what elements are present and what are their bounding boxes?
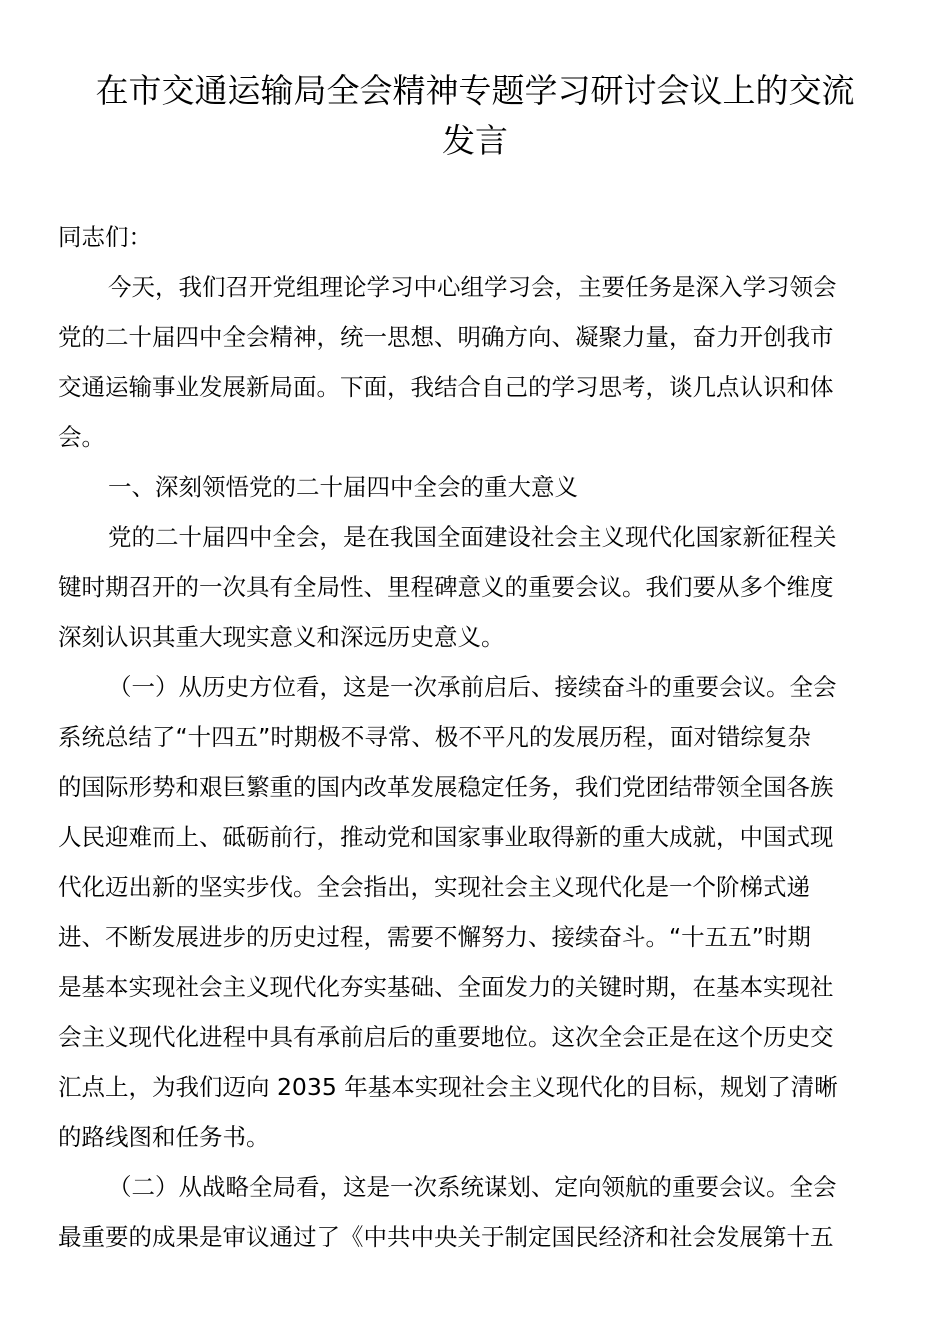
body-line: 是基本实现社会主义现代化夯实基础、全面发力的关键时期，在基本实现社	[58, 973, 834, 1001]
section-heading-1: 一、深刻领悟党的二十届四中全会的重大意义	[108, 473, 578, 501]
body-line: 党的二十届四中全会精神，统一思想、明确方向、凝聚力量，奋力开创我市	[58, 323, 834, 351]
body-line: 键时期召开的一次具有全局性、里程碑意义的重要会议。我们要从多个维度	[58, 573, 834, 601]
body-line: 进、不断发展进步的历史过程，需要不懈努力、接续奋斗。“十五五”时期	[58, 923, 811, 951]
body-line: 深刻认识其重大现实意义和深远历史意义。	[58, 623, 505, 651]
body-line: 系统总结了“十四五”时期极不寻常、极不平凡的发展历程，面对错综复杂	[58, 723, 811, 751]
body-line: 代化迈出新的坚实步伐。全会指出，实现社会主义现代化是一个阶梯式递	[58, 873, 810, 901]
body-line: （二）从战略全局看，这是一次系统谋划、定向领航的重要会议。全会	[108, 1173, 837, 1201]
body-line: 交通运输事业发展新局面。下面，我结合自己的学习思考，谈几点认识和体	[58, 373, 834, 401]
salutation: 同志们：	[58, 223, 152, 251]
title-line-2: 发言	[442, 121, 508, 160]
body-line: 人民迎难而上、砥砺前行，推动党和国家事业取得新的重大成就，中国式现	[58, 823, 834, 851]
body-line: 今天，我们召开党组理论学习中心组学习会，主要任务是深入学习领会	[108, 273, 837, 301]
title-line-1: 在市交通运输局全会精神专题学习研讨会议上的交流	[95, 71, 855, 110]
body-line: 会主义现代化进程中具有承前启后的重要地位。这次全会正是在这个历史交	[58, 1023, 834, 1051]
body-line: 的路线图和任务书。	[58, 1123, 270, 1151]
document-title	[60, 66, 890, 166]
body-line: （一）从历史方位看，这是一次承前启后、接续奋斗的重要会议。全会	[108, 673, 837, 701]
body-line: 党的二十届四中全会，是在我国全面建设社会主义现代化国家新征程关	[108, 523, 837, 551]
body-line: 会。	[58, 423, 105, 451]
body-line: 最重要的成果是审议通过了《中共中央关于制定国民经济和社会发展第十五	[58, 1223, 834, 1251]
body-line: 汇点上，为我们迈向 2035 年基本实现社会主义现代化的目标，规划了清晰	[58, 1073, 838, 1101]
body-line: 的国际形势和艰巨繁重的国内改革发展稳定任务，我们党团结带领全国各族	[58, 773, 834, 801]
